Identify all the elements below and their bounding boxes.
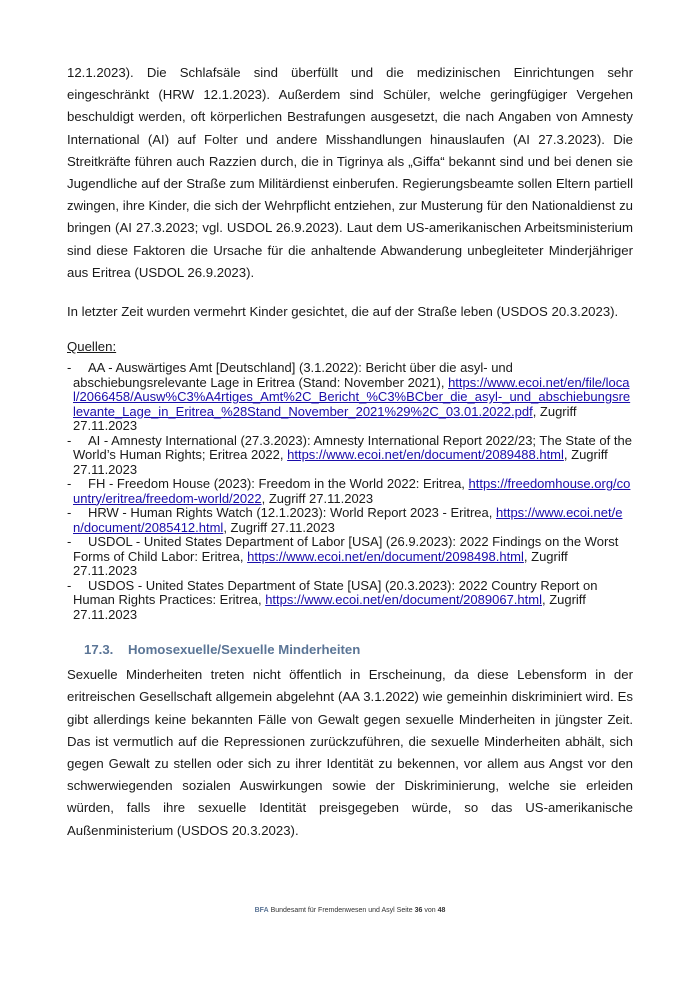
source-access-date: , Zugriff 27.11.2023 [261,490,374,506]
footer-of-word: von [424,907,436,914]
source-item [67,535,633,579]
sources-list [67,361,633,622]
source-text: USDOS - United States Department of State [USA] (20.3.2023): 2022 Country Report on Human Rights Practices: Eritrea, [73,577,598,608]
sources-heading: Quellen: [67,339,117,355]
source-text: HRW - Human Rights Watch (12.1.2023): World Report 2023 - Eritrea, [88,505,496,521]
list-dash: - [67,534,72,550]
list-dash: - [67,360,72,376]
list-dash: - [67,577,72,593]
source-item [67,477,633,506]
intro-paragraph: 12.1.2023). Die Schlafsäle sind überfüllt und die medizinischen Einrichtungen sehr eingeschränkt (HRW 12.1.2023). Außerdem sind Schüler, welche geringfügiger Vergehen beschuldigt werden, oft körperlichen Bestrafungen ausgesetzt, die nach Angaben von Amnesty International (AI) auf Folter und andere Misshandlungen hinauslaufen (AI 27.3.2023). Die Streitkräfte führen auch Razzien durch, die in Tigrinya als „Giffa“ bekannt sind und bei denen sie Jugendliche auf der Straße zum Militärdienst einberufen. Regierungsbeamte sollen Eltern partiell zwingen, ihre Kinder, die sich der Wehrpflicht entziehen, zur Musterung für den Nationaldienst zu bringen (AI 27.3.2023; vgl. USDOL 26.9.2023). Laut dem US-amerikanischen Arbeitsministerium sind diese Faktoren die Ursache für die anhaltende Abwanderung unbegleiteter Minderjähriger aus Eritrea (USDOL 26.9.2023). [67,65,633,280]
source-item [67,579,633,623]
source-link[interactable]: https://www.ecoi.net/en/file/local/2066458/Ausw%C3%A4rtiges_Amt%2C_Bericht_%C3%BCber_die_asyl-_und_abschiebungsrelevante_Lage_in_Eritrea_%28Stand_November_2021%29%2C_03.01.2022.pdf [73,374,631,419]
section-paragraph: Sexuelle Minderheiten treten nicht öffentlich in Erscheinung, da diese Lebensform in der eritreischen Gesellschaft allgemein abgelehnt (AA 3.1.2022) wie gemeinhin diskriminiert wird. Es gibt allerdings keine bekannten Fälle von Gewalt gegen sexuelle Minderheiten in jüngster Zeit. Das ist vermutlich auf die Repressionen zurückzuführen, die sexuelle Minderheiten abhält, sich gegen Gewalt zu stellen oder sich zu ihrer Identität zu bekennen, vor allem aus Angst vor den schwerwiegenden sozialen Auswirkungen sowie der Diskriminierung, welche sie erleiden würden, falls ihre sexuelle Identität preisgegeben würde, so das US-amerikanische Außenministerium (USDOS 20.3.2023). [67,667,633,838]
footer-total-pages: 48 [437,907,446,914]
source-text: AA - Auswärtiges Amt [Deutschland] (3.1.2022): Bericht über die asyl- und abschiebungsrelevante Lage in Eritrea (Stand: November 2021), [73,360,513,390]
section-title: Homosexuelle/Sexuelle Minderheiten [128,642,361,658]
source-access-date: , Zugriff 27.11.2023 [223,519,335,535]
source-item [67,434,633,478]
source-access-date: , Zugriff 27.11.2023 [73,403,577,434]
footer-org: Bundesamt für Fremdenwesen und Asyl [270,907,395,914]
footer-page-word: Seite [396,907,413,914]
source-text: USDOL - United States Department of Labor [USA] (26.9.2023): 2022 Findings on the Worst Forms of Child Labor: Eritrea, [73,534,619,564]
source-access-date: , Zugriff 27.11.2023 [73,548,568,579]
source-link[interactable]: https://www.ecoi.net/en/document/2085412.html [73,505,623,535]
source-item [67,506,633,535]
section-heading [84,640,633,660]
source-text: AI - Amnesty International (27.3.2023): Amnesty International Report 2022/23; The State of the World’s Human Rights; Eritrea 2022, [73,432,632,463]
source-access-date: , Zugriff 27.11.2023 [73,592,586,622]
footer-brand: BFA [254,907,269,914]
source-link[interactable]: https://www.ecoi.net/en/document/2098498.html [247,548,524,564]
source-link[interactable]: https://www.ecoi.net/en/document/2089488.html [287,447,564,463]
section-number: 17.3. [84,642,114,658]
source-item [67,361,633,434]
source-text: FH - Freedom House (2023): Freedom in the World 2022: Eritrea, [88,476,469,492]
source-link[interactable]: https://www.ecoi.net/en/document/2089067.html [265,592,542,608]
page-footer [0,907,700,914]
source-access-date: , Zugriff 27.11.2023 [73,447,608,477]
street-children-paragraph: In letzter Zeit wurden vermehrt Kinder gesichtet, die auf der Straße leben (USDOS 20.3.2023). [67,304,619,320]
source-link[interactable]: https://freedomhouse.org/country/eritrea/freedom-world/2022 [73,476,631,506]
list-dash: - [67,505,72,521]
list-dash: - [67,476,72,492]
document-page [67,62,633,842]
footer-page-number: 36 [414,907,423,914]
list-dash: - [67,432,72,448]
